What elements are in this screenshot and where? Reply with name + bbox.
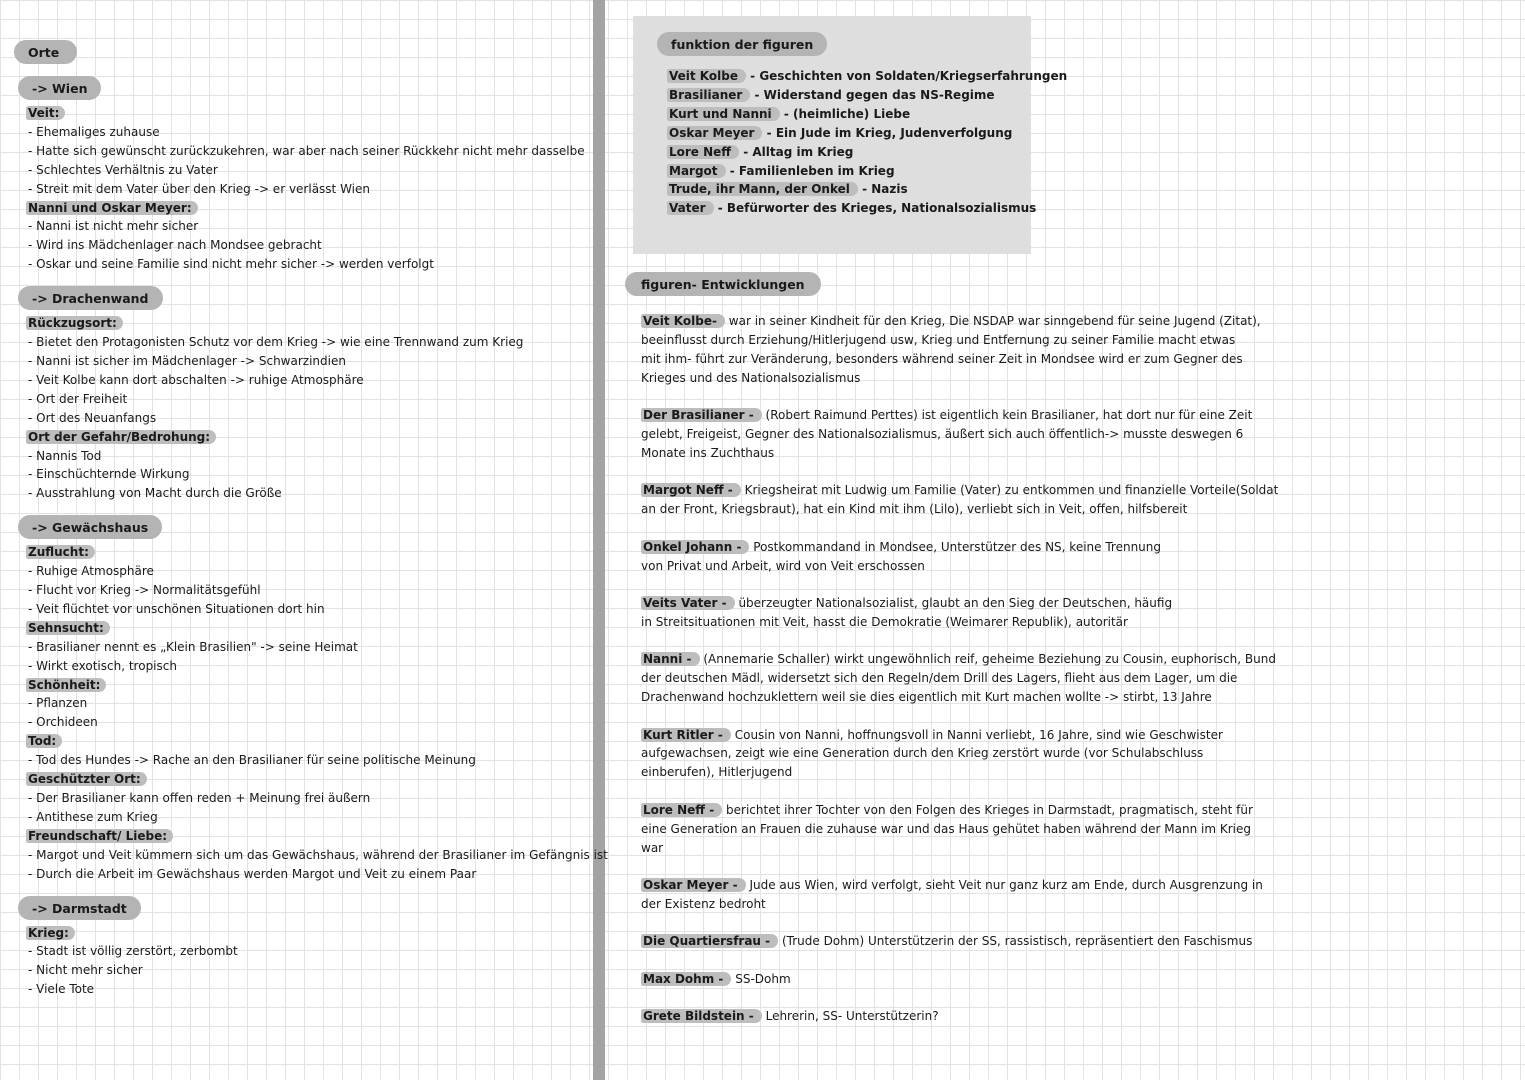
character-name: Margot	[667, 164, 726, 178]
orte-title-label: Orte	[14, 40, 77, 64]
place-subheading	[14, 199, 589, 218]
character-function: - Ein Jude im Krieg, Judenverfolgung	[762, 125, 1013, 140]
development-line	[641, 481, 1279, 500]
place-bullet: - Nicht mehr sicher	[28, 963, 143, 978]
development-name: Onkel Johann -	[641, 540, 749, 554]
place-bullet: - Durch die Arbeit im Gewächshaus werden Margot und Veit zu einem Paar	[28, 866, 477, 881]
development-entry	[625, 481, 1279, 519]
development-text: Kriegsheirat mit Ludwig um Familie (Vater) zu entkommen und finanzielle Vorteile(Soldat	[744, 483, 1279, 498]
character-function: - (heimliche) Liebe	[779, 106, 911, 121]
place-bullet: - Pflanzen	[28, 696, 88, 711]
development-entry	[625, 538, 1251, 576]
left-column	[14, 40, 608, 1011]
place-bullet: - Ausstrahlung von Macht durch die Größe	[28, 486, 282, 501]
subheading-label: Schönheit:	[26, 678, 106, 692]
function-item	[633, 180, 1031, 199]
development-entry	[625, 932, 1251, 951]
subheading-label: Tod:	[26, 734, 62, 748]
development-text: in Streitsituationen mit Veit, hasst die Demokratie (Weimarer Republik), autoritär	[641, 614, 1128, 629]
development-entry	[625, 1007, 1251, 1026]
character-function: - Geschichten von Soldaten/Kriegserfahrungen	[745, 69, 1068, 83]
development-line	[641, 444, 1251, 463]
development-line	[641, 557, 1251, 576]
subheading-label: Krieg:	[26, 926, 75, 940]
development-text: war in seiner Kindheit für den Krieg, Die NSDAP war sinngebend für seine Jugend (Zitat),	[728, 314, 1261, 328]
development-entry	[625, 650, 1276, 707]
place-section	[14, 76, 589, 274]
development-entry	[625, 970, 1251, 989]
function-item	[633, 86, 1031, 105]
development-text: Monate ins Zuchthaus	[641, 445, 775, 460]
place-section	[14, 286, 589, 503]
place-bullet: - Ort der Freiheit	[28, 391, 128, 406]
place-bullet: - Nannis Tod	[28, 448, 102, 463]
place-section	[14, 515, 608, 883]
development-name: Die Quartiersfrau -	[641, 934, 778, 948]
development-text: einberufen), Hitlerjugend	[641, 765, 793, 780]
place-bullet: - Nanni ist nicht mehr sicher	[28, 219, 199, 234]
character-function: - Nazis	[857, 182, 908, 197]
development-text: gelebt, Freigeist, Gegner des Nationalsozialismus, äußert sich auch öffentlich-> musste deswegen 6	[641, 427, 1244, 442]
development-line	[641, 801, 1251, 820]
development-name: Margot Neff -	[641, 483, 741, 497]
development-entry	[625, 726, 1251, 783]
place-bullet: - Stadt ist völlig zerstört, zerbombt	[28, 944, 238, 959]
place-bullet: - Nanni ist sicher im Mädchenlager -> Schwarzindien	[28, 353, 346, 368]
development-text: der Existenz bedroht	[641, 896, 766, 911]
orte-title	[14, 40, 589, 64]
place-subheading	[14, 104, 589, 123]
development-line	[641, 369, 1251, 388]
development-text: war	[641, 840, 664, 855]
function-item	[633, 124, 1031, 143]
character-name: Oskar Meyer	[667, 126, 762, 140]
development-name: Max Dohm -	[641, 972, 731, 986]
function-item	[633, 162, 1031, 181]
development-text: mit ihm- führt zur Veränderung, besonders während seiner Zeit in Mondsee wird er zum Gegner des	[641, 351, 1243, 366]
place-bullet: - Wird ins Mädchenlager nach Mondsee gebracht	[28, 238, 322, 253]
place-subheading	[14, 428, 589, 447]
right-column	[625, 16, 1515, 1044]
place-section	[14, 896, 589, 1000]
place-heading: -> Gewächshaus	[18, 515, 162, 539]
place-subheading	[14, 770, 589, 789]
development-text: Lehrerin, SS- Unterstützerin?	[765, 1009, 939, 1024]
subheading-label: Zuflucht:	[26, 545, 95, 559]
development-entry	[625, 801, 1251, 858]
place-bullet: - Wirkt exotisch, tropisch	[28, 658, 177, 673]
place-subheading	[14, 924, 589, 943]
development-text: Postkommandand in Mondsee, Unterstützer des NS, keine Trennung	[753, 539, 1161, 554]
development-name: Kurt Ritler -	[641, 728, 731, 742]
character-function: - Widerstand gegen das NS-Regime	[750, 87, 995, 102]
place-subheading	[14, 314, 589, 333]
development-text: aufgewachsen, zeigt wie eine Generation durch den Krieg zerstört wurde (vor Schulabschluss	[641, 746, 1204, 761]
development-text: der deutschen Mädl, widersetzt sich den Regeln/dem Drill des Lagers, flieht aus dem Lager, um die	[641, 671, 1238, 686]
character-function: - Alltag im Krieg	[739, 144, 854, 159]
place-subheading	[14, 732, 589, 751]
development-name: Nanni -	[641, 652, 700, 666]
development-text: (Annemarie Schaller) wirkt ungewöhnlich reif, geheime Beziehung zu Cousin, euphorisch, Bund	[703, 652, 1276, 667]
character-name: Trude, ihr Mann, der Onkel	[667, 182, 858, 196]
places-list	[14, 76, 608, 999]
development-line	[641, 744, 1251, 763]
place-bullet: - Veit flüchtet vor unschönen Situationen dort hin	[28, 601, 325, 616]
development-text: beeinflusst durch Erziehung/Hitlerjugend usw, Krieg und Entfernung zu seiner Familie macht etwas	[641, 332, 1236, 347]
character-function: - Befürworter des Krieges, Nationalsozialismus	[713, 201, 1037, 216]
page-divider	[593, 0, 605, 1080]
functions-list	[633, 67, 1068, 218]
development-text: Cousin von Nanni, hoffnungsvoll in Nanni verliebt, 16 Jahre, sind wie Geschwister	[734, 727, 1223, 742]
place-bullet: - Margot und Veit kümmern sich um das Gewächshaus, während der Brasilianer im Gefängnis ist	[28, 847, 608, 862]
place-bullet: - Ehemaliges zuhause	[28, 124, 160, 139]
developments-title: figuren- Entwicklungen	[625, 272, 821, 296]
place-bullet: - Viele Tote	[28, 982, 95, 997]
place-bullet: - Brasilianer nennt es „Klein Brasilien" -> seine Heimat	[28, 639, 358, 654]
development-line	[641, 763, 1251, 782]
developments-list	[625, 312, 1515, 1026]
character-name: Lore Neff	[667, 145, 739, 159]
place-heading: -> Drachenwand	[18, 286, 163, 310]
development-line	[641, 970, 1251, 989]
development-text: berichtet ihrer Tochter von den Folgen des Krieges in Darmstadt, pragmatisch, steht für	[726, 802, 1253, 817]
development-text: überzeugter Nationalsozialist, glaubt an den Sieg der Deutschen, häufig	[738, 595, 1173, 610]
development-text: an der Front, Kriegsbraut), hat ein Kind mit ihm (Lilo), verliebt sich in Veit, offen, hilfsbereit	[641, 502, 1188, 517]
development-line	[641, 820, 1251, 839]
place-subheading	[14, 827, 589, 846]
place-bullet: - Tod des Hundes -> Rache an den Brasilianer für seine politische Meinung	[28, 753, 476, 768]
place-bullet: - Flucht vor Krieg -> Normalitätsgefühl	[28, 583, 261, 598]
place-bullet: - Ruhige Atmosphäre	[28, 564, 154, 579]
development-text: Krieges und des Nationalsozialismus	[641, 370, 861, 385]
development-text: von Privat und Arbeit, wird von Veit erschossen	[641, 558, 925, 573]
developments-header	[625, 272, 1515, 296]
development-name: Lore Neff -	[641, 803, 722, 817]
function-item	[633, 143, 1031, 162]
place-heading: -> Darmstadt	[18, 896, 141, 920]
function-item	[633, 105, 1031, 124]
subheading-label: Nanni und Oskar Meyer:	[26, 201, 198, 215]
character-name: Kurt und Nanni	[667, 107, 780, 121]
development-line	[641, 726, 1251, 745]
development-name: Veit Kolbe-	[641, 314, 725, 328]
functions-box	[633, 16, 1068, 254]
development-name: Oskar Meyer -	[641, 878, 746, 892]
place-bullet: - Der Brasilianer kann offen reden + Meinung frei äußern	[28, 791, 371, 805]
place-bullet: - Streit mit dem Vater über den Krieg -> er verlässt Wien	[28, 181, 370, 196]
subheading-label: Ort der Gefahr/Bedrohung:	[26, 430, 216, 444]
place-subheading	[14, 543, 589, 562]
development-line	[641, 425, 1251, 444]
development-entry	[625, 406, 1251, 463]
development-line	[641, 932, 1251, 951]
development-line	[641, 500, 1251, 519]
place-subheading	[14, 676, 589, 695]
functions-title: funktion der figuren	[657, 32, 827, 56]
subheading-label: Freundschaft/ Liebe:	[26, 829, 173, 843]
development-entry	[625, 594, 1251, 632]
development-line	[641, 350, 1251, 369]
function-item	[633, 67, 1068, 86]
development-text: eine Generation an Frauen die zuhause war und das Haus gehütet haben während der Mann im Krieg	[641, 821, 1252, 836]
development-line	[641, 839, 1251, 858]
place-bullet: - Einschüchternde Wirkung	[28, 467, 190, 482]
development-line	[641, 331, 1251, 350]
development-line	[641, 613, 1251, 632]
development-text: Jude aus Wien, wird verfolgt, sieht Veit nur ganz kurz am Ende, durch Ausgrenzung in	[749, 877, 1263, 892]
development-text: Drachenwand hochzuklettern weil sie dies eigentlich mit Kurt machen wollte -> stirbt, 13 Jahre	[641, 690, 1212, 705]
development-name: Veits Vater -	[641, 596, 735, 610]
place-bullet: - Schlechtes Verhältnis zu Vater	[28, 162, 218, 177]
place-bullet: - Ort des Neuanfangs	[28, 410, 157, 425]
development-line	[641, 594, 1251, 613]
place-bullet: - Hatte sich gewünscht zurückzukehren, war aber nach seiner Rückkehr nicht mehr dasselbe	[28, 143, 585, 158]
place-bullet: - Veit Kolbe kann dort abschalten -> ruhige Atmosphäre	[28, 372, 364, 387]
development-line	[641, 406, 1251, 425]
development-line	[641, 669, 1251, 688]
character-name: Brasilianer	[667, 88, 750, 102]
place-bullet: - Antithese zum Krieg	[28, 809, 158, 824]
development-line	[641, 312, 1261, 331]
development-line	[641, 895, 1251, 914]
development-line	[641, 688, 1251, 707]
development-entry	[625, 876, 1263, 914]
place-subheading	[14, 619, 589, 638]
character-function: - Familienleben im Krieg	[725, 163, 895, 178]
subheading-label: Rückzugsort:	[26, 316, 123, 330]
place-bullet: - Bietet den Protagonisten Schutz vor dem Krieg -> wie eine Trennwand zum Krieg	[28, 335, 524, 350]
function-item	[633, 199, 1037, 218]
place-bullet: - Orchideen	[28, 715, 98, 730]
development-text: (Trude Dohm) Unterstützerin der SS, rassistisch, repräsentiert den Faschismus	[781, 934, 1253, 949]
development-text: SS-Dohm	[735, 971, 791, 986]
development-line	[641, 1007, 1251, 1026]
development-name: Grete Bildstein -	[641, 1009, 762, 1023]
place-bullet: - Oskar und seine Familie sind nicht mehr sicher -> werden verfolgt	[28, 257, 434, 272]
character-name: Veit Kolbe	[667, 69, 746, 83]
subheading-label: Geschützter Ort:	[26, 772, 147, 786]
development-entry	[625, 312, 1261, 388]
development-line	[641, 876, 1263, 895]
character-name: Vater	[667, 201, 714, 215]
place-heading: -> Wien	[18, 76, 101, 100]
subheading-label: Sehnsucht:	[26, 621, 110, 635]
development-line	[641, 538, 1251, 557]
subheading-label: Veit:	[26, 106, 65, 120]
development-name: Der Brasilianer -	[641, 408, 762, 422]
development-text: (Robert Raimund Perttes) ist eigentlich kein Brasilianer, hat dort nur für eine Zeit	[765, 408, 1253, 423]
development-line	[641, 650, 1276, 669]
